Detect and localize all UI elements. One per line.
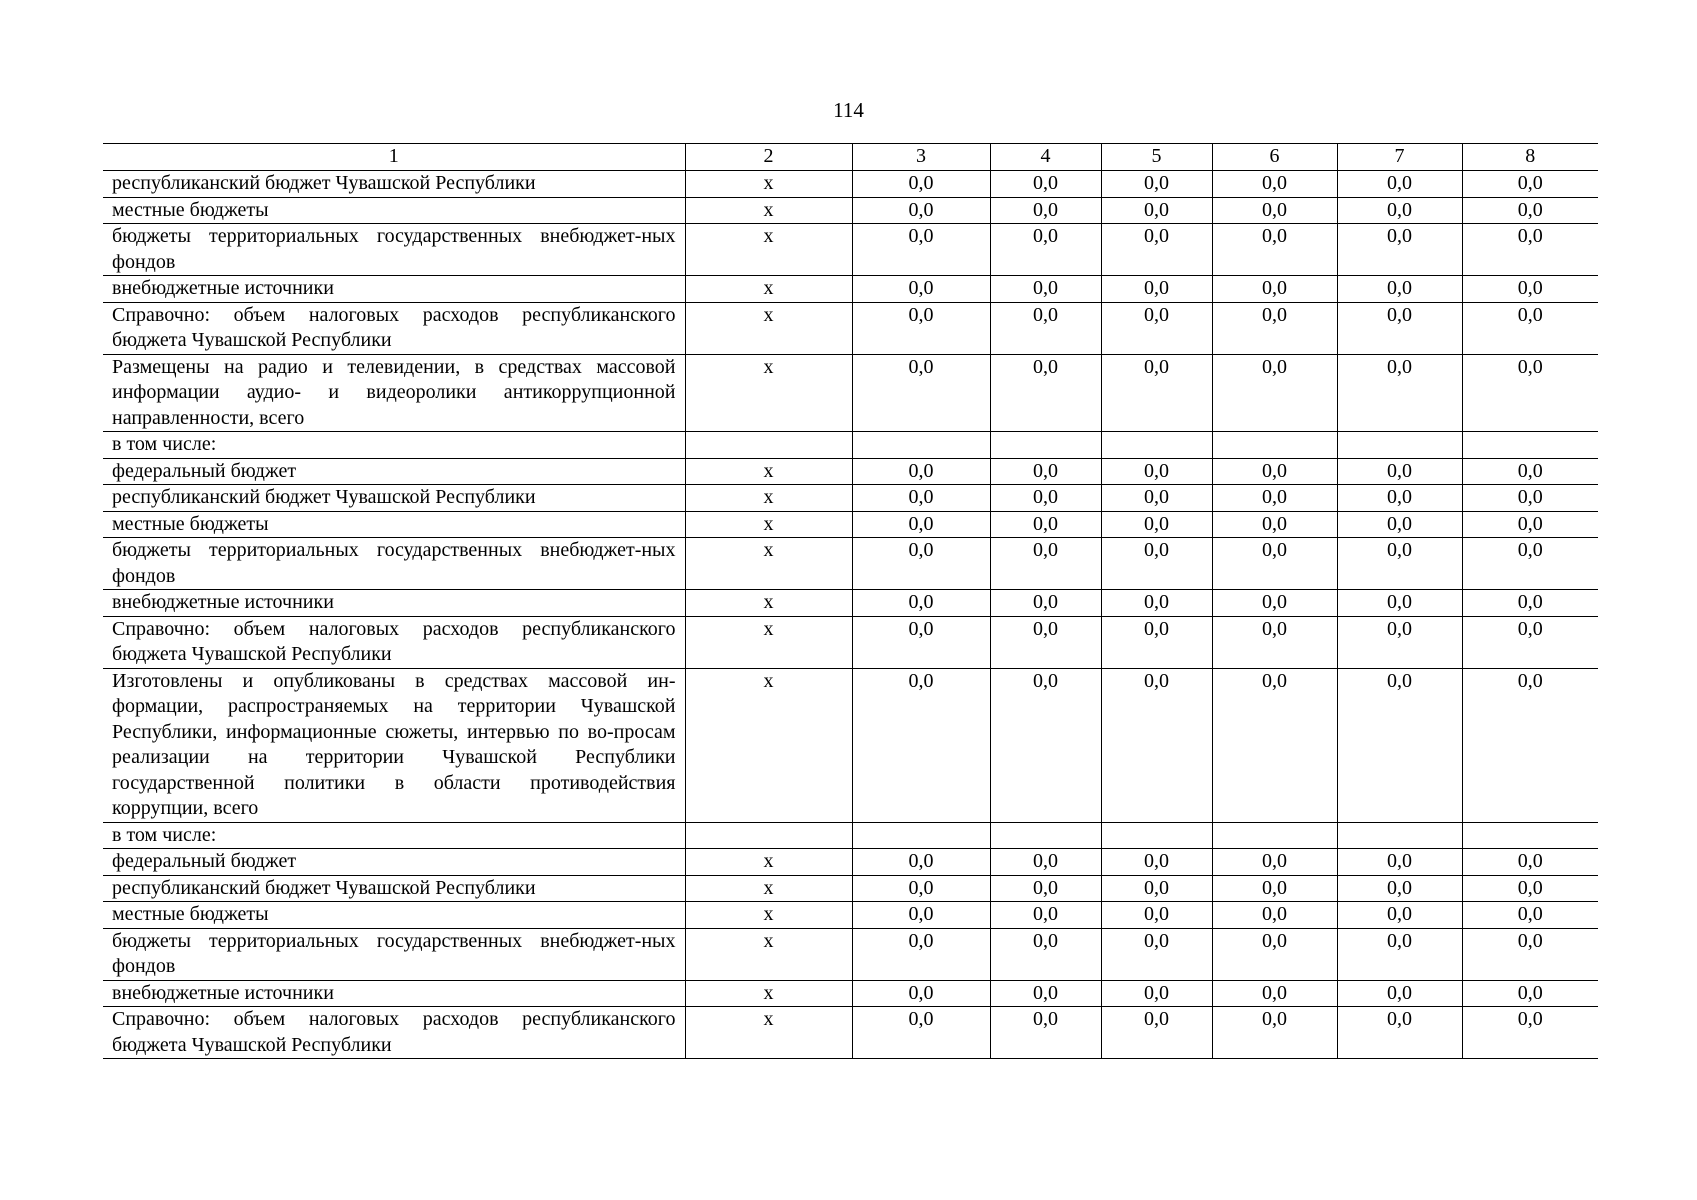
row-value-col-4 [990,822,1101,849]
row-value-col-8: 0,0 [1462,485,1598,512]
row-value-col-4: 0,0 [990,616,1101,668]
table-body [103,171,1598,1059]
row-value-col-7: 0,0 [1337,1007,1462,1059]
row-mark: х [685,538,852,590]
row-value-col-3: 0,0 [852,276,990,303]
table-row [103,197,1598,224]
row-mark: х [685,1007,852,1059]
row-value-col-5: 0,0 [1101,354,1212,432]
row-label: в том числе: [103,432,685,459]
row-value-col-5: 0,0 [1101,875,1212,902]
row-value-col-4: 0,0 [990,197,1101,224]
table-row [103,224,1598,276]
row-value-col-7: 0,0 [1337,354,1462,432]
table-row [103,538,1598,590]
row-value-col-3: 0,0 [852,1007,990,1059]
table-row [103,432,1598,459]
column-header-4: 4 [990,144,1101,171]
row-value-col-8: 0,0 [1462,458,1598,485]
row-value-col-6: 0,0 [1212,354,1337,432]
table-row [103,1007,1598,1059]
row-value-col-6 [1212,822,1337,849]
row-value-col-5: 0,0 [1101,590,1212,617]
row-value-col-4: 0,0 [990,171,1101,198]
header-row [103,144,1598,171]
row-value-col-8: 0,0 [1462,171,1598,198]
row-value-col-6: 0,0 [1212,980,1337,1007]
row-value-col-4: 0,0 [990,538,1101,590]
row-value-col-3: 0,0 [852,354,990,432]
row-value-col-5 [1101,432,1212,459]
row-value-col-3: 0,0 [852,849,990,876]
row-value-col-8: 0,0 [1462,668,1598,822]
table-row [103,171,1598,198]
budget-table [103,143,1598,1059]
row-value-col-4: 0,0 [990,668,1101,822]
page-number: 114 [833,98,864,122]
row-label: федеральный бюджет [103,849,685,876]
row-value-col-8: 0,0 [1462,590,1598,617]
row-value-col-4: 0,0 [990,875,1101,902]
row-value-col-7: 0,0 [1337,875,1462,902]
row-mark: х [685,197,852,224]
table-row [103,276,1598,303]
row-value-col-5: 0,0 [1101,902,1212,929]
table-row [103,354,1598,432]
row-value-col-3: 0,0 [852,875,990,902]
row-value-col-8: 0,0 [1462,902,1598,929]
row-value-col-8: 0,0 [1462,980,1598,1007]
row-value-col-4: 0,0 [990,276,1101,303]
row-value-col-5: 0,0 [1101,980,1212,1007]
column-header-1: 1 [103,144,685,171]
row-value-col-4: 0,0 [990,980,1101,1007]
row-mark: х [685,590,852,617]
row-mark: х [685,849,852,876]
row-mark: х [685,302,852,354]
row-value-col-6: 0,0 [1212,902,1337,929]
row-value-col-4: 0,0 [990,928,1101,980]
row-value-col-8: 0,0 [1462,354,1598,432]
row-value-col-7: 0,0 [1337,616,1462,668]
row-value-col-3: 0,0 [852,171,990,198]
row-value-col-8: 0,0 [1462,224,1598,276]
row-mark: х [685,902,852,929]
row-mark [685,822,852,849]
row-value-col-5: 0,0 [1101,511,1212,538]
row-value-col-3: 0,0 [852,590,990,617]
row-value-col-3: 0,0 [852,980,990,1007]
row-value-col-4: 0,0 [990,485,1101,512]
row-value-col-4: 0,0 [990,590,1101,617]
row-value-col-4: 0,0 [990,902,1101,929]
row-value-col-4: 0,0 [990,511,1101,538]
row-value-col-7: 0,0 [1337,458,1462,485]
row-value-col-7: 0,0 [1337,276,1462,303]
row-value-col-7: 0,0 [1337,980,1462,1007]
row-label: республиканский бюджет Чувашской Республики [103,875,685,902]
row-value-col-3: 0,0 [852,902,990,929]
table-row [103,511,1598,538]
row-value-col-6: 0,0 [1212,458,1337,485]
row-value-col-7: 0,0 [1337,224,1462,276]
column-header-2: 2 [685,144,852,171]
row-mark: х [685,616,852,668]
table-row [103,875,1598,902]
row-value-col-3 [852,432,990,459]
table-row [103,485,1598,512]
row-value-col-6 [1212,432,1337,459]
row-mark: х [685,511,852,538]
row-mark: х [685,668,852,822]
column-header-8: 8 [1462,144,1598,171]
row-value-col-3: 0,0 [852,511,990,538]
table-row [103,616,1598,668]
row-mark [685,432,852,459]
row-value-col-6: 0,0 [1212,302,1337,354]
row-label: федеральный бюджет [103,458,685,485]
row-value-col-8: 0,0 [1462,928,1598,980]
column-header-6: 6 [1212,144,1337,171]
row-value-col-3: 0,0 [852,302,990,354]
row-value-col-6: 0,0 [1212,197,1337,224]
row-mark: х [685,980,852,1007]
table-row [103,980,1598,1007]
row-value-col-7: 0,0 [1337,928,1462,980]
row-mark: х [685,875,852,902]
row-value-col-8: 0,0 [1462,197,1598,224]
row-value-col-8: 0,0 [1462,538,1598,590]
row-value-col-3: 0,0 [852,616,990,668]
row-value-col-8: 0,0 [1462,302,1598,354]
row-value-col-5: 0,0 [1101,849,1212,876]
row-value-col-8: 0,0 [1462,616,1598,668]
row-value-col-7: 0,0 [1337,849,1462,876]
row-value-col-6: 0,0 [1212,171,1337,198]
row-label: Справочно: объем налоговых расходов республиканского бюджета Чувашской Республики [103,1007,685,1059]
row-value-col-3: 0,0 [852,538,990,590]
row-value-col-6: 0,0 [1212,1007,1337,1059]
row-label: внебюджетные источники [103,276,685,303]
row-value-col-7: 0,0 [1337,590,1462,617]
row-value-col-8: 0,0 [1462,511,1598,538]
row-value-col-5 [1101,822,1212,849]
row-value-col-7: 0,0 [1337,511,1462,538]
row-value-col-6: 0,0 [1212,276,1337,303]
row-label: местные бюджеты [103,511,685,538]
row-value-col-3: 0,0 [852,458,990,485]
row-value-col-6: 0,0 [1212,875,1337,902]
row-label: республиканский бюджет Чувашской Республики [103,171,685,198]
row-value-col-6: 0,0 [1212,928,1337,980]
row-label: местные бюджеты [103,902,685,929]
row-value-col-5: 0,0 [1101,224,1212,276]
row-value-col-3: 0,0 [852,224,990,276]
row-value-col-6: 0,0 [1212,485,1337,512]
row-value-col-6: 0,0 [1212,616,1337,668]
column-header-5: 5 [1101,144,1212,171]
row-label: бюджеты территориальных государственных внебюджет-ных фондов [103,928,685,980]
row-value-col-7 [1337,822,1462,849]
row-mark: х [685,171,852,198]
row-value-col-5: 0,0 [1101,276,1212,303]
row-label: внебюджетные источники [103,590,685,617]
row-value-col-7: 0,0 [1337,197,1462,224]
row-value-col-8: 0,0 [1462,849,1598,876]
row-mark: х [685,485,852,512]
table-row [103,302,1598,354]
row-label: Изготовлены и опубликованы в средствах массовой ин-формации, распространяемых на территории Чувашской Республики, информационные сюжеты, интервью по во-просам реализации на территории Чувашской Республики государственной политики в области противодействия коррупции, всего [103,668,685,822]
row-value-col-5: 0,0 [1101,458,1212,485]
row-value-col-8: 0,0 [1462,1007,1598,1059]
row-value-col-4: 0,0 [990,224,1101,276]
table-row [103,458,1598,485]
row-mark: х [685,224,852,276]
row-value-col-3: 0,0 [852,485,990,512]
row-value-col-8: 0,0 [1462,276,1598,303]
table-row [103,590,1598,617]
row-value-col-4: 0,0 [990,302,1101,354]
row-value-col-7: 0,0 [1337,485,1462,512]
row-mark: х [685,928,852,980]
row-mark: х [685,276,852,303]
row-value-col-7: 0,0 [1337,668,1462,822]
row-value-col-7: 0,0 [1337,171,1462,198]
row-value-col-5: 0,0 [1101,928,1212,980]
row-label: Справочно: объем налоговых расходов республиканского бюджета Чувашской Республики [103,302,685,354]
row-label: Размещены на радио и телевидении, в средствах массовой информации аудио- и видеоролики антикоррупционной направленности, всего [103,354,685,432]
row-value-col-4: 0,0 [990,458,1101,485]
row-value-col-7: 0,0 [1337,538,1462,590]
row-mark: х [685,458,852,485]
row-value-col-6: 0,0 [1212,668,1337,822]
row-value-col-4: 0,0 [990,354,1101,432]
row-value-col-4 [990,432,1101,459]
row-label: бюджеты территориальных государственных внебюджет-ных фондов [103,224,685,276]
row-label: в том числе: [103,822,685,849]
row-label: местные бюджеты [103,197,685,224]
row-label: внебюджетные источники [103,980,685,1007]
row-value-col-8 [1462,432,1598,459]
row-value-col-5: 0,0 [1101,171,1212,198]
row-value-col-3: 0,0 [852,197,990,224]
row-value-col-8: 0,0 [1462,875,1598,902]
table-row [103,928,1598,980]
row-value-col-6: 0,0 [1212,590,1337,617]
row-value-col-5: 0,0 [1101,485,1212,512]
row-value-col-8 [1462,822,1598,849]
row-value-col-5: 0,0 [1101,302,1212,354]
table-row [103,668,1598,822]
row-value-col-3: 0,0 [852,668,990,822]
row-value-col-3: 0,0 [852,928,990,980]
row-value-col-4: 0,0 [990,1007,1101,1059]
table-header [103,144,1598,171]
row-value-col-5: 0,0 [1101,197,1212,224]
row-mark: х [685,354,852,432]
row-label: республиканский бюджет Чувашской Республики [103,485,685,512]
row-value-col-4: 0,0 [990,849,1101,876]
row-value-col-5: 0,0 [1101,668,1212,822]
column-header-7: 7 [1337,144,1462,171]
row-value-col-6: 0,0 [1212,511,1337,538]
row-value-col-5: 0,0 [1101,538,1212,590]
row-value-col-6: 0,0 [1212,224,1337,276]
row-value-col-7 [1337,432,1462,459]
column-header-3: 3 [852,144,990,171]
table-row [103,822,1598,849]
table-row [103,902,1598,929]
row-value-col-5: 0,0 [1101,1007,1212,1059]
row-value-col-7: 0,0 [1337,902,1462,929]
table-row [103,849,1598,876]
row-label: Справочно: объем налоговых расходов республиканского бюджета Чувашской Республики [103,616,685,668]
row-value-col-5: 0,0 [1101,616,1212,668]
row-label: бюджеты территориальных государственных внебюджет-ных фондов [103,538,685,590]
row-value-col-6: 0,0 [1212,538,1337,590]
row-value-col-3 [852,822,990,849]
row-value-col-6: 0,0 [1212,849,1337,876]
row-value-col-7: 0,0 [1337,302,1462,354]
